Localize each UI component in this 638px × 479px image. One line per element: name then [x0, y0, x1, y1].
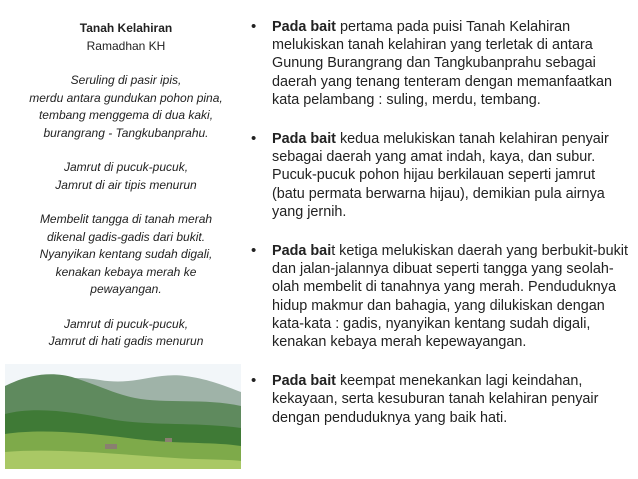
bullet-item-3 [250, 242, 628, 351]
bullet-text: keempat menekankan lagi keindahan, kekayaan, serta kesuburan tanah kelahiran penyair dengan penduduknya yang baik hati. [272, 373, 599, 426]
bullet-dot: • [251, 242, 257, 260]
bullet-item-1 [250, 18, 628, 109]
poem-line: kenakan kebaya merah ke [55, 264, 197, 279]
bullet-dot: • [251, 130, 257, 148]
poem-line: Jamrut di pucuk-pucuk, [63, 316, 189, 331]
bullet-dot: • [251, 18, 257, 35]
poem-line: Jamrut di pucuk-pucuk, [63, 160, 189, 174]
bullet-text: t ketiga melukiskan daerah yang berbukit-bukit dan jalan-jalannya dibuat seperti tangga yang seolah-olah membelit di tanahnya yang merah. Penduduknya hidup makmur dan bahagia, yang dilukiskan dengan kata-kata : gadis, nyanyikan kentang sudah digali, kenakan kebaya merah kepewayangan. [272, 243, 628, 351]
poem-line: dikenal gadis-gadis dari bukit. [46, 229, 206, 244]
poem-author: Ramadhan KH [86, 38, 166, 53]
poem-line: burangrang - Tangkubanprahu. [43, 125, 209, 140]
bullet-bold-lead: Pada bait [272, 373, 336, 390]
bullet-dot: • [251, 372, 257, 390]
poem-line: merdu antara gundukan pohon pina, [29, 90, 223, 105]
poem-line: Jamrut di hati gadis menurun [48, 334, 204, 348]
bullet-bold-lead: Pada bai [272, 243, 332, 260]
bullet-bold-lead: Pada bait [272, 131, 336, 148]
poem-line: Membelit tangga di tanah merah [39, 212, 213, 226]
poem-line: Jamrut di air tipis menurun [55, 177, 197, 192]
poem-line: Seruling di pasir ipis, [70, 73, 182, 87]
bullet-text: pertama pada puisi Tanah Kelahiran melukiskan tanah kelahiran yang terletak di antara Gunung Burangrang dan Tangkubanprahu sebagai daerah yang tenang tenteram dengan memanfaatkan kata pelambang : suling, merdu, tembang. [272, 19, 613, 108]
poem-stanza-3 [6, 211, 246, 299]
poem-line: Nyanyikan kentang sudah digali, [39, 247, 213, 261]
hut-small [165, 438, 172, 442]
bullet-item-2 [250, 130, 628, 221]
poem-line: tembang menggema di dua kaki, [38, 108, 214, 122]
poem-stanza-1 [6, 72, 246, 142]
poem-title: Tanah Kelahiran [79, 21, 173, 35]
bullet-item-4 [250, 372, 628, 427]
poem-block [6, 20, 246, 351]
landscape-illustration [5, 364, 241, 469]
poem-line: pewayangan. [90, 282, 162, 296]
bullet-text: kedua melukiskan tanah kelahiran penyair sebagai daerah yang amat indah, kaya, dan subur. Pucuk-pucuk pohon hijau berkilauan seperti jamrut (batu permata berwarna hijau), demikian pula airnya yang jernih. [272, 131, 609, 220]
bullet-bold-lead: Pada bait [272, 19, 336, 35]
landscape-photo [5, 364, 241, 469]
hut [105, 444, 117, 449]
poem-stanza-2 [6, 159, 246, 194]
poem-stanza-4 [6, 316, 246, 351]
explanation-list [250, 18, 628, 448]
